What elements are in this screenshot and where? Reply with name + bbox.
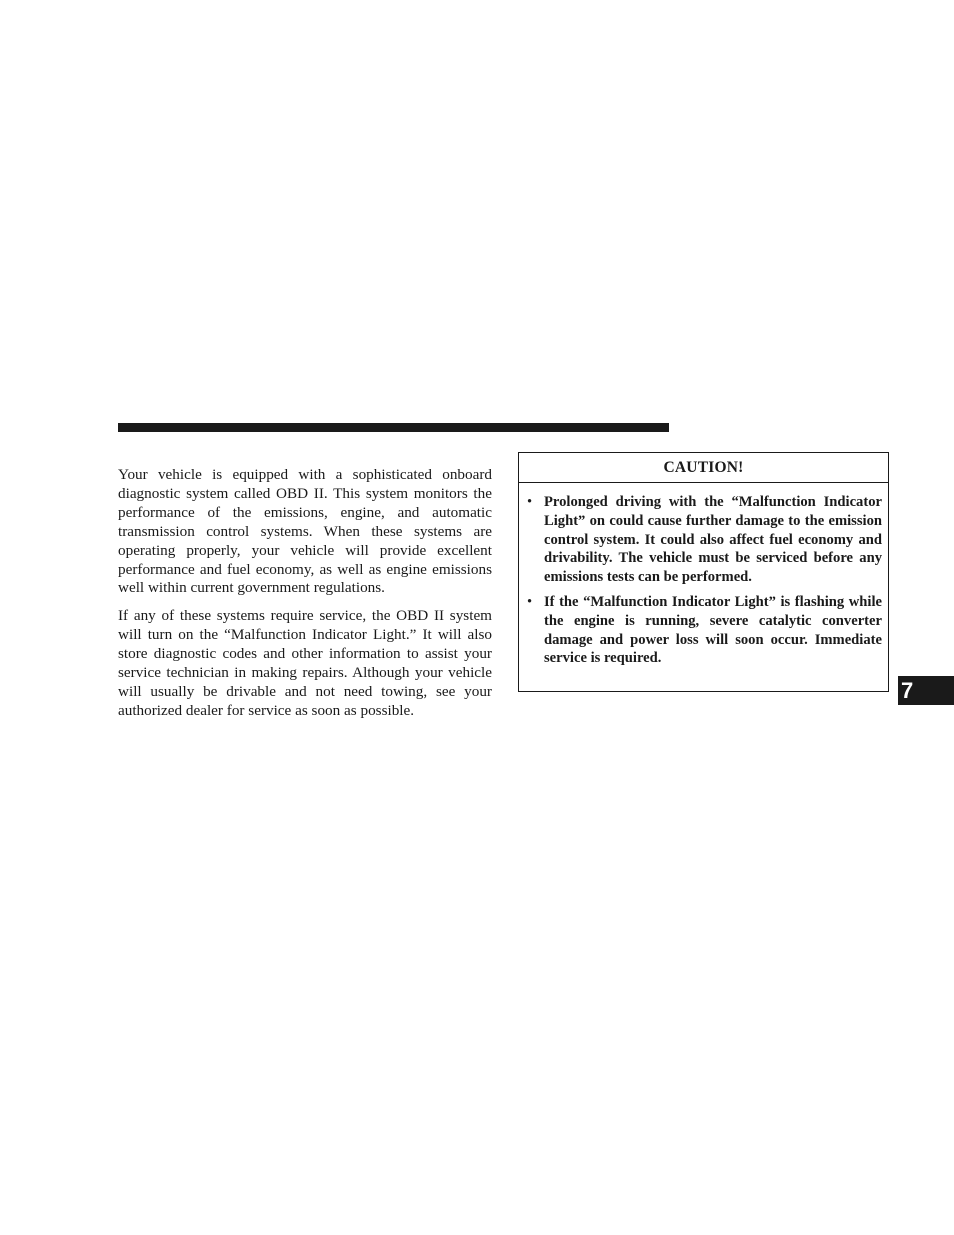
caution-item-text: Prolonged driving with the “Malfunction Indicator Light” on could cause further damage to the emission control system. It could also affect fuel economy and drivability. The vehicle must be serviced before any emissions tests can be performed. xyxy=(544,494,882,586)
caution-item-text: If the “Malfunction Indicator Light” is flashing while the engine is running, severe catalytic converter damage and power loss will soon occur. Immediate service is required. xyxy=(544,593,882,667)
chapter-tab xyxy=(898,676,954,705)
chapter-number: 7 xyxy=(901,678,914,703)
section-divider-bar xyxy=(118,423,669,432)
caution-item-2 xyxy=(527,593,882,668)
body-paragraph-2: If any of these systems require service, the OBD II system will turn on the “Malfunction Indicator Light.” It will also store diagnostic codes and other information to assist your service technician in making repairs. Although your vehicle will usually be drivable and not need towing, see your authorized dealer for service as soon as possible. xyxy=(118,607,492,719)
bullet-icon: • xyxy=(527,593,533,610)
caution-item-1 xyxy=(527,493,882,587)
body-text-column xyxy=(118,466,492,730)
caution-box xyxy=(518,452,889,692)
body-paragraph-1: Your vehicle is equipped with a sophisticated onboard diagnostic system called OBD II. This system monitors the performance of the emissions, engine, and automatic transmission control systems. When these systems are operating properly, your vehicle will provide excellent performance and fuel economy, as well as engine emissions well within current government regulations. xyxy=(118,466,492,597)
bullet-icon: • xyxy=(527,494,533,510)
caution-title: CAUTION! xyxy=(519,453,888,483)
caution-list xyxy=(519,483,888,668)
